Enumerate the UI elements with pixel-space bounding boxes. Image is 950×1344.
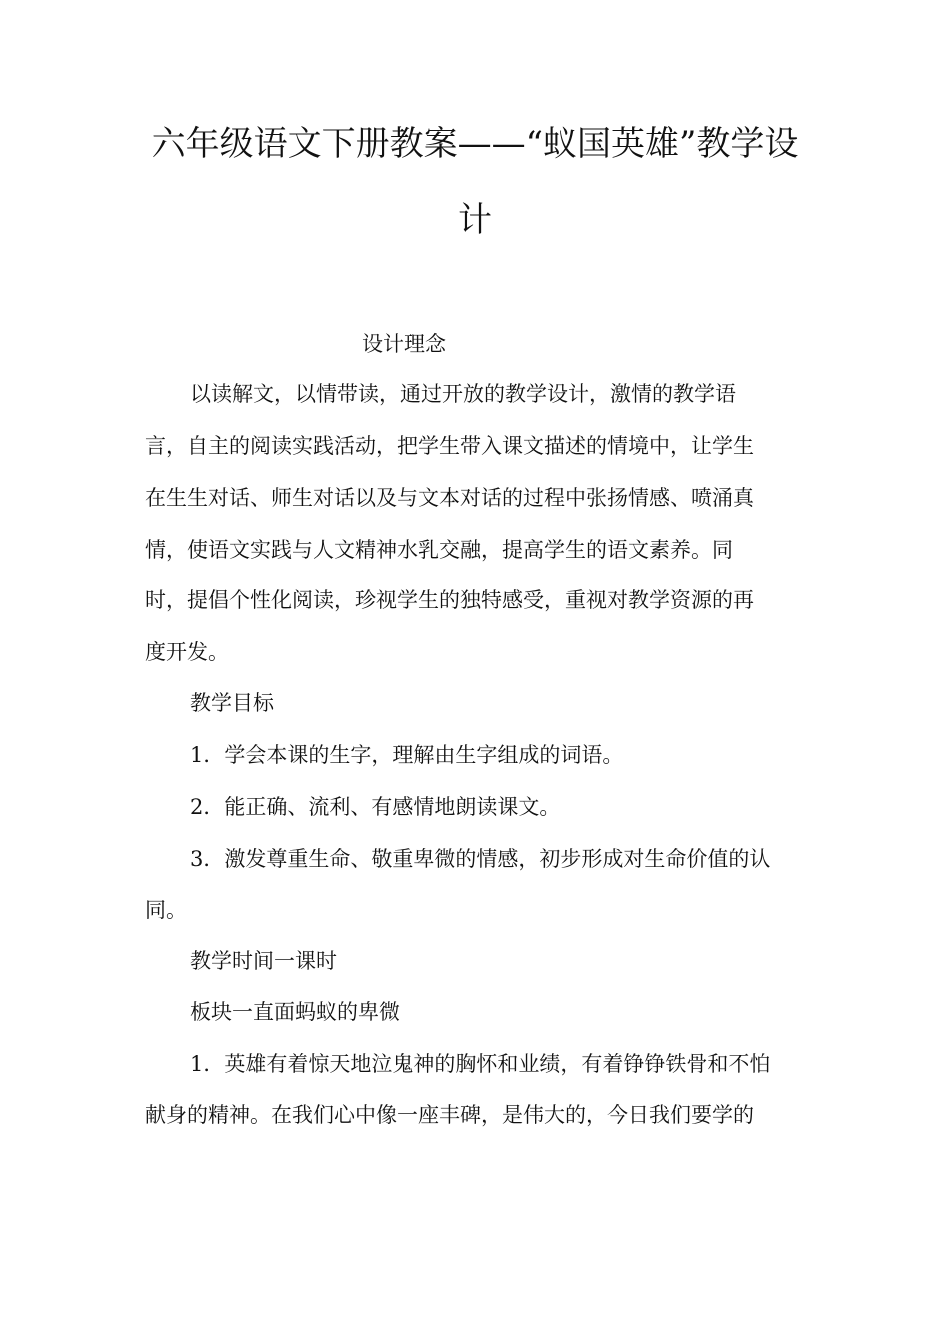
goal-item-3-line-2: 同。 [145, 898, 187, 922]
block-1-item-1-line-1: 1．英雄有着惊天地泣鬼神的胸怀和业绩，有着铮铮铁骨和不怕 [190, 1052, 771, 1076]
paragraph-line: 言，自主的阅读实践活动，把学生带入课文描述的情境中，让学生 [145, 434, 754, 458]
paragraph-line: 在生生对话、师生对话以及与文本对话的过程中张扬情感、喷涌真 [145, 486, 754, 510]
block-1-heading: 板块一直面蚂蚁的卑微 [190, 1000, 400, 1024]
block-1-item-1-line-2: 献身的精神。在我们心中像一座丰碑，是伟大的，今日我们要学的 [145, 1103, 754, 1127]
paragraph-line: 时，提倡个性化阅读，珍视学生的独特感受，重视对教学资源的再 [145, 588, 754, 612]
goals-heading: 教学目标 [190, 691, 274, 715]
section-heading-design-concept: 设计理念 [362, 332, 446, 356]
paragraph-line: 度开发。 [145, 640, 229, 664]
goal-item-3-line-1: 3．激发尊重生命、敬重卑微的情感，初步形成对生命价值的认 [190, 847, 771, 871]
document-title-line-2: 计 [458, 200, 492, 240]
paragraph-line: 以读解文，以情带读，通过开放的教学设计，激情的教学语 [190, 382, 736, 406]
paragraph-line: 情，使语文实践与人文精神水乳交融，提高学生的语文素养。同 [145, 538, 733, 562]
document-title-line-1: 六年级语文下册教案——“蚁国英雄”教学设 [151, 124, 799, 164]
goal-item-1: 1．学会本课的生字，理解由生字组成的词语。 [190, 743, 624, 767]
goal-item-2: 2．能正确、流利、有感情地朗读课文。 [190, 795, 561, 819]
teaching-time: 教学时间一课时 [190, 949, 337, 973]
